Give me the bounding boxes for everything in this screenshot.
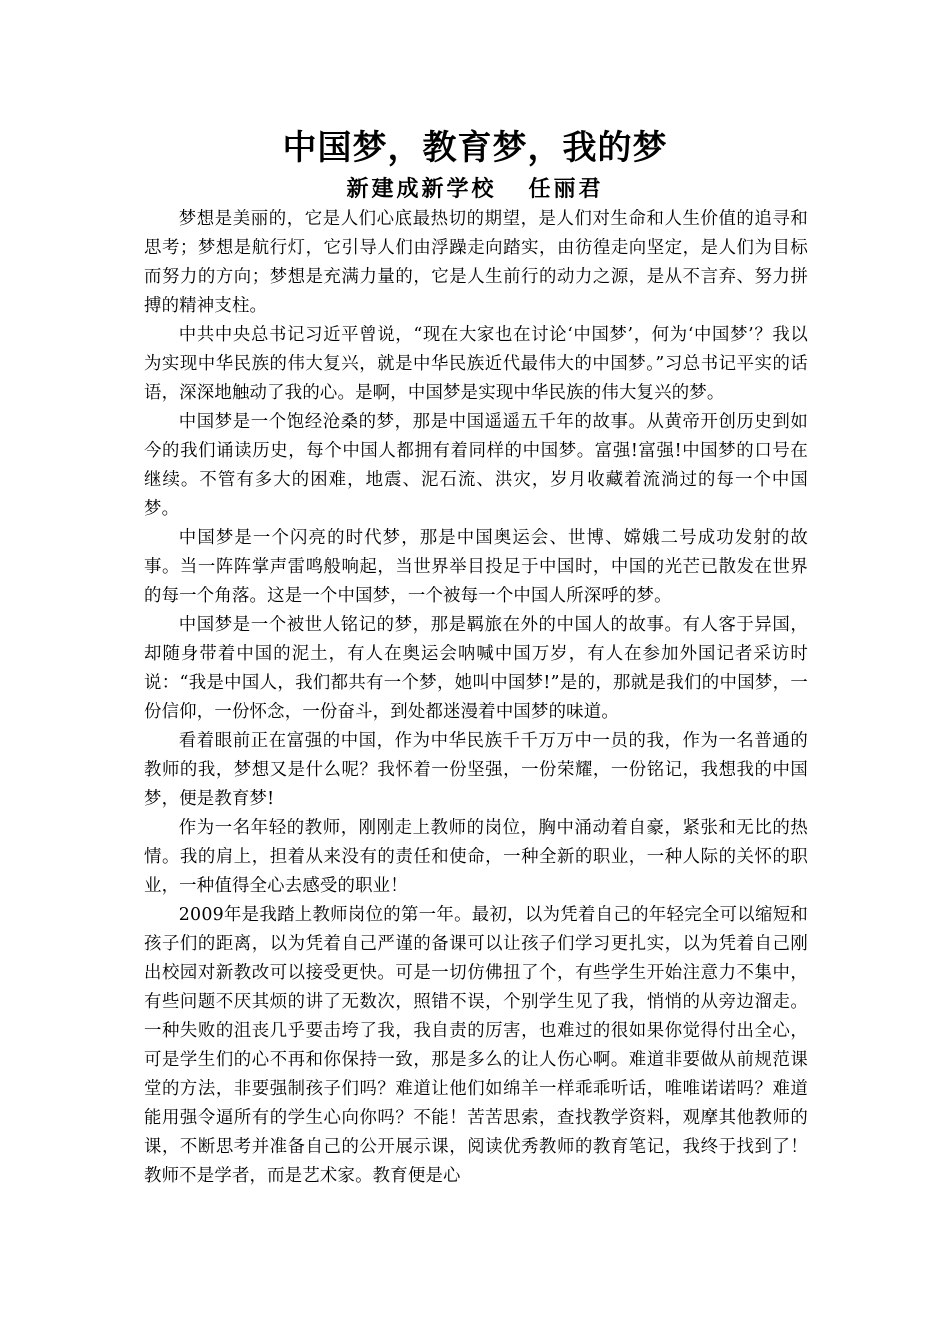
document-body xyxy=(144,205,808,1191)
paragraph: 中共中央总书记习近平曾说，“现在大家也在讨论‘中国梦’，何为‘中国梦’？我以为实现中华民族的伟大复兴，就是中华民族近代最伟大的中国梦。”习总书记平实的话语，深深地触动了我的心。是啊，中国梦是实现中华民族的伟大复兴的梦。 xyxy=(144,325,808,403)
paragraph: 看着眼前正在富强的中国，作为中华民族千千万万中一员的我，作为一名普通的教师的我，梦想又是什么呢？我怀着一份坚强，一份荣耀，一份铭记，我想我的中国梦，便是教育梦! xyxy=(144,731,808,809)
author-byline: 新建成新学校 任丽君 xyxy=(346,176,604,202)
paragraph: 中国梦是一个被世人铭记的梦，那是羁旅在外的中国人的故事。有人客于异国，却随身带着中国的泥土，有人在奥运会呐喊中国万岁，有人在参加外国记者采访时说：“我是中国人，我们都共有一个梦，她叫中国梦!”是的，那就是我们的中国梦，一份信仰，一份怀念，一份奋斗，到处都迷漫着中国梦的味道。 xyxy=(144,615,808,722)
paragraph: 2009年是我踏上教师岗位的第一年。最初，以为凭着自己的年轻完全可以缩短和孩子们的距离，以为凭着自己严谨的备课可以让孩子们学习更扎实，以为凭着自己刚出校园对新教改可以接受更快。可是一切仿佛扭了个，有些学生开始注意力不集中，有些问题不厌其烦的讲了无数次，照错不误，个别学生见了我，悄悄的从旁边溜走。 一种失败的沮丧几乎要击垮了我，我自责的厉害，也难过的很如果你觉得付出全心，可是学生们的心不再和你保持一致，那是多么的让人伤心啊。难道非要做从前规范课堂的方法，非要强制孩子们吗？难道让他们如绵羊一样乖乖听话，唯唯诺诺吗？难道能用强令逼所有的学生心向你吗？不能！苦苦思索，查找教学资料，观摩其他教师的课，不断思考并准备自己的公开展示课，阅读优秀教师的教育笔记，我终于找到了！教师不是学者，而是艺术家。教育便是心 xyxy=(144,905,808,1186)
paragraph: 中国梦是一个闪亮的时代梦，那是中国奥运会、世博、嫦娥二号成功发射的故事。当一阵阵掌声雷鸣般响起，当世界举目投足于中国时，中国的光芒已散发在世界的每一个角落。这是一个中国梦，一个被每一个中国人所深呼的梦。 xyxy=(144,528,808,606)
paragraph: 作为一名年轻的教师，刚刚走上教师的岗位，胸中涌动着自豪，紧张和无比的热情。我的肩上，担着从来没有的责任和使命，一种全新的职业，一种人际的关怀的职业，一种值得全心去感受的职业！ xyxy=(144,818,808,896)
paragraph: 梦想是美丽的，它是人们心底最热切的期望，是人们对生命和人生价值的追寻和思考；梦想是航行灯，它引导人们由浮躁走向踏实，由彷徨走向坚定，是人们为目标而努力的方向；梦想是充满力量的，它是人生前行的动力之源，是从不言弃、努力拼搏的精神支柱。 xyxy=(144,209,808,316)
paragraph: 中国梦是一个饱经沧桑的梦，那是中国遥遥五千年的故事。从黄帝开创历史到如今的我们诵读历史，每个中国人都拥有着同样的中国梦。富强!富强!中国梦的口号在继续。不管有多大的困难，地震、泥石流、洪灾，岁月收藏着流淌过的每一个中国梦。 xyxy=(144,412,808,519)
document-title: 中国梦，教育梦，我的梦 xyxy=(282,128,668,168)
